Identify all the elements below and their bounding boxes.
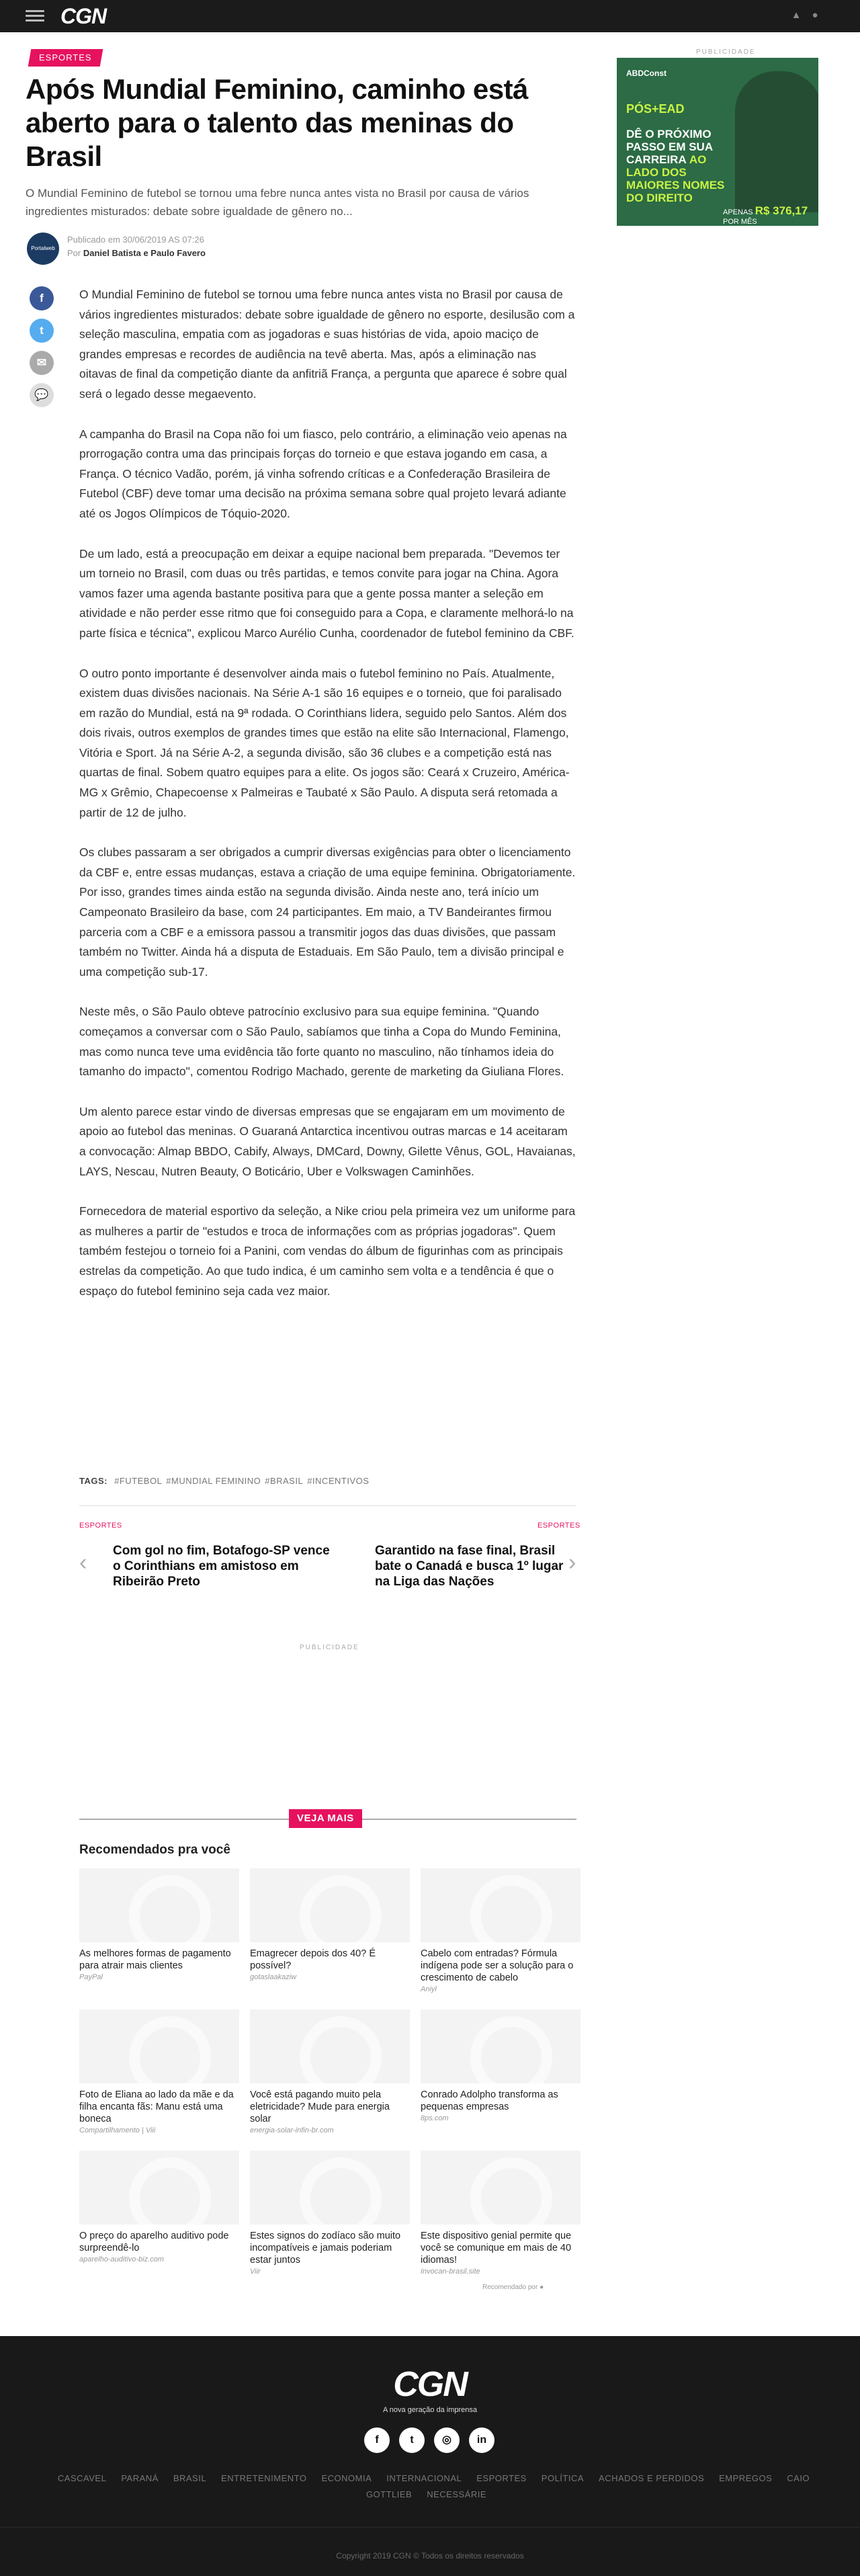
- prev-post-category[interactable]: ESPORTES: [79, 1522, 122, 1530]
- comment-share-button[interactable]: 💬: [30, 383, 54, 407]
- recommended-card[interactable]: [79, 1868, 239, 1981]
- ad-label: PUBLICIDADE: [300, 1644, 359, 1651]
- article-paragraph: O outro ponto importante é desenvolver ainda mais o futebol feminino no País. Atualmente, existem duas divisões nacionais. Na Série A-1 são 16 equipes e o torneio, que foi paralisado em razão do Mundial, está na 9ª rodada. O Corinthians lidera, seguido pelo Santos. Além dos dois rivais, outros exemplos de grandes times que estão na elite são Internacional, Flamengo, Vitória e Sport. Já na Série A-2, a segunda divisão, são 36 clubes e a competição está nas quartas de final. Sobem quatro equipes para a elite. Os jogos são: Ceará x Cruzeiro, América-MG x Grêmio, Chapecoense x Palmeiras e Taubaté x São Paulo. A disputa será retomada a partir de 12 de julho.: [79, 666, 570, 819]
- byline-prefix: Por: [67, 248, 81, 258]
- recommender-logo-icon: ●: [540, 2284, 544, 2291]
- footer-nav-link[interactable]: CASCAVEL: [57, 2473, 107, 2483]
- email-share-button[interactable]: ✉: [30, 351, 54, 375]
- recommended-source: Invocan-brasil.site: [421, 2268, 480, 2276]
- ad-person-image: [735, 71, 818, 212]
- recommended-source: PayPal: [79, 1973, 103, 1981]
- recommended-card[interactable]: [250, 2009, 410, 2134]
- byline: [67, 248, 206, 258]
- recommended-thumbnail[interactable]: [421, 2151, 580, 2225]
- recommended-thumbnail[interactable]: [79, 2009, 239, 2083]
- footer-nav-link[interactable]: EMPREGOS: [719, 2473, 773, 2483]
- author-avatar: Portalweb: [27, 233, 59, 265]
- recommended-headline[interactable]: As melhores formas de pagamento para atrair mais clientes: [79, 1948, 231, 1971]
- ad-text: [626, 128, 740, 204]
- article-lead: O Mundial Feminino de futebol se tornou uma febre nunca antes vista no Brasil por causa de vários ingredientes misturados: debate sobre igualdade de gênero no...: [26, 187, 529, 218]
- ad-price-prefix: APENAS: [723, 208, 753, 216]
- article-paragraph: Fornecedora de material esportivo da seleção, a Nike criou pela primeira vez um uniforme para as mulheres a partir de "estudos e troca de informações com as próprias jogadoras". Quem também festejou o torneio foi a Panini, com vendas do álbum de figurinhas com as principais estrelas da competição. Ao que tudo indica, é um caminho sem volta e a tendência é que o espaço do futebol feminino seja cada vez maior.: [79, 1204, 576, 1298]
- footer-nav-link[interactable]: ECONOMIA: [321, 2473, 372, 2483]
- recommended-source: Compartilhamento | Viii: [79, 2126, 156, 2134]
- recommended-card[interactable]: [421, 2009, 580, 2122]
- article-paragraph: De um lado, está a preocupação em deixar a equipe nacional bem preparada. "Devemos ter um torneio no Brasil, com duas ou três partidas, e temos convite para jogar na China. Agora vamos fazer uma agenda bastante positiva para que a gente possa manter a seleção em atividade e não perder esse ritmo que foi conseguido para a Copa, e claramente melhorá-lo na parte física e técnica", explicou Marco Aurélio Cunha, coordenador de futebol feminino da CBF.: [79, 546, 574, 640]
- article-paragraph: Neste mês, o São Paulo obteve patrocínio exclusivo para sua equipe feminina. "Quando começamos a conversar com o São Paulo, sabíamos que tinha a Copa do Mundo Feminina, mas como nunca teve uma evidência tão forte quanto no masculino, não tínhamos ideia do tamanho do impacto", comentou Rodrigo Machado, gerente de marketing da Giuliana Flores.: [79, 1005, 564, 1079]
- recommended-source: Aniyl: [421, 1985, 437, 1993]
- recommended-source: gotaslaakaziw: [250, 1973, 297, 1981]
- recommended-card[interactable]: [421, 2151, 580, 2276]
- tag-link[interactable]: #MUNDIAL FEMININO: [166, 1476, 261, 1486]
- site-logo[interactable]: CGN: [60, 4, 107, 28]
- article-tags: [79, 1476, 369, 1486]
- footer-nav-link[interactable]: POLÍTICA: [541, 2473, 585, 2483]
- ad-brand: ABDConst: [626, 69, 666, 78]
- recommended-headline[interactable]: Emagrecer depois dos 40? É possível?: [250, 1948, 376, 1971]
- divider: [79, 1505, 576, 1506]
- recommended-card[interactable]: [250, 2151, 410, 2276]
- recommended-source: Viir: [250, 2268, 261, 2276]
- article-paragraph: O Mundial Feminino de futebol se tornou uma febre nunca antes vista no Brasil por causa de vários ingredientes misturados: debate sobre igualdade de gênero no esporte, desilusão com a seleção masculina, empatia com as jogadoras e suas histórias de vida, apoio maciço de grandes empresas e recordes de audiência na tevê aberta. Mas, após a eliminação nas oitavas de final da competição diante da anfitriã França, a pergunta que aparece é sobre qual será o legado desse megaevento.: [79, 288, 575, 401]
- tag-link[interactable]: #FUTEBOL: [114, 1476, 163, 1486]
- recommended-by-label: Recomendado por: [482, 2284, 538, 2291]
- footer-nav-link[interactable]: ESPORTES: [476, 2473, 527, 2483]
- recommended-thumbnail[interactable]: [79, 2151, 239, 2225]
- recommended-source: energia-solar-infin-br.com: [250, 2126, 334, 2134]
- next-post-link[interactable]: Garantido na fase final, Brasil bate o Canadá e busca 1º lugar na Liga das Nações: [375, 1544, 564, 1589]
- chevron-left-icon[interactable]: ‹: [79, 1550, 87, 1575]
- recommended-thumbnail[interactable]: [421, 1868, 580, 1942]
- recommended-thumbnail[interactable]: [421, 2009, 580, 2083]
- top-navigation-bar: [0, 0, 860, 32]
- footer-logo[interactable]: CGN: [393, 2365, 467, 2404]
- recommended-card[interactable]: [79, 2009, 239, 2134]
- facebook-icon[interactable]: f: [364, 2427, 390, 2453]
- veja-mais-button[interactable]: VEJA MAIS: [289, 1809, 362, 1828]
- footer-nav-link[interactable]: CAIO GOTTLIEB: [366, 2473, 810, 2499]
- recommended-source: 8ps.com: [421, 2114, 449, 2122]
- footer: [0, 2336, 860, 2576]
- recommended-by: [482, 2284, 544, 2291]
- recommended-thumbnail[interactable]: [250, 1868, 410, 1942]
- footer-nav-link[interactable]: BRASIL: [173, 2473, 207, 2483]
- tags-label: TAGS:: [79, 1476, 108, 1486]
- article-body: [79, 285, 576, 1321]
- recommended-card[interactable]: [79, 2151, 239, 2263]
- tag-link[interactable]: #BRASIL: [265, 1476, 304, 1486]
- recommended-headline[interactable]: Estes signos do zodíaco são muito incompatíveis e jamais poderiam estar juntos: [250, 2231, 401, 2266]
- linkedin-icon[interactable]: in: [469, 2427, 494, 2453]
- article-title: Após Mundial Feminino, caminho está aberto para o talento das meninas do Brasil: [26, 73, 528, 172]
- recommended-headline[interactable]: Este dispositivo genial permite que você se comunique em mais de 40 idiomas!: [421, 2231, 572, 2266]
- article-paragraph: A campanha do Brasil na Copa não foi um fiasco, pelo contrário, a eliminação veio apenas na prorrogação contra uma das principais forças do torneio e que estava jogando em casa, a França. O técnico Vadão, porém, já vinha sofrendo críticas e a Confederação Brasileira de Futebol (CBF) deve tomar uma decisão na próxima semana sobre qual projeto levará adiante até os Jogos Olímpicos de Tóquio-2020.: [79, 427, 567, 520]
- recommended-card[interactable]: [250, 1868, 410, 1981]
- article-paragraph: Um alento parece estar vindo de diversas empresas que se engajaram em um movimento de apoio ao futebol das meninas. O Guaraná Antarctica incentivou outras marcas e 14 aceitaram a convocação: Almap BBDO, Cabify, Always, DMCard, Downy, Gilette Vênus, GOL, Havaianas, LAYS, Nescau, Nutren Beauty, O Boticário, Uber e Volkswagen Caminhões.: [79, 1104, 576, 1178]
- facebook-share-button[interactable]: f: [30, 286, 54, 310]
- chevron-right-icon[interactable]: ›: [568, 1550, 576, 1575]
- footer-nav-link[interactable]: ENTRETENIMENTO: [221, 2473, 307, 2483]
- prev-post-link[interactable]: Com gol no fim, Botafogo-SP vence o Corinthians em amistoso em Ribeirão Preto: [113, 1544, 330, 1589]
- twitter-share-button[interactable]: t: [30, 319, 54, 343]
- footer-nav-link[interactable]: INTERNACIONAL: [386, 2473, 462, 2483]
- recommended-title: Recomendados pra você: [79, 1843, 230, 1857]
- recommended-source: aparelho-auditivo-biz.com: [79, 2255, 164, 2263]
- menu-icon[interactable]: [26, 10, 44, 22]
- recommended-headline[interactable]: Cabelo com entradas? Fórmula indígena pode ser a solução para o crescimento de cabelo: [421, 1948, 574, 1983]
- footer-navigation: [0, 2470, 860, 2503]
- category-tag[interactable]: ESPORTES: [28, 49, 103, 67]
- ad-price: [723, 204, 818, 226]
- next-post-category[interactable]: ESPORTES: [538, 1522, 580, 1530]
- recommended-thumbnail[interactable]: [79, 1868, 239, 1942]
- footer-nav-link[interactable]: ACHADOS E PERDIDOS: [599, 2473, 705, 2483]
- ad-text-b: AO LADO DOS MAIORES NOMES DO DIREITO: [626, 153, 725, 204]
- recommended-headline[interactable]: O preço do aparelho auditivo pode surpreendê-lo: [79, 2231, 229, 2253]
- user-icon[interactable]: ●: [812, 9, 818, 21]
- bell-icon[interactable]: ▲: [791, 9, 802, 21]
- author-names[interactable]: Daniel Batista e Paulo Favero: [83, 248, 206, 258]
- ad-price-suffix: POR MÊS: [723, 218, 757, 226]
- sidebar-ad-label: PUBLICIDADE: [696, 48, 756, 56]
- instagram-icon[interactable]: ◎: [434, 2427, 460, 2453]
- recommended-headline[interactable]: Você está pagando muito pela eletricidade? Mude para energia solar: [250, 2089, 390, 2124]
- sidebar-ad-banner[interactable]: [617, 58, 818, 226]
- published-date: Publicado em 30/06/2019 AS 07:26: [67, 235, 204, 245]
- ad-text-a: DÊ O PRÓXIMO PASSO EM SUA CARREIRA: [626, 128, 713, 166]
- footer-nav-link[interactable]: PARANÁ: [121, 2473, 159, 2483]
- recommended-headline[interactable]: Foto de Eliana ao lado da mãe e da filha encanta fãs: Manu está uma boneca: [79, 2089, 234, 2124]
- ad-price-value: R$ 376,17: [755, 204, 808, 217]
- footer-nav-link[interactable]: NECESSÁRIE: [427, 2489, 487, 2499]
- article-paragraph: Os clubes passaram a ser obrigados a cumprir diversas exigências para obter o licenciamento da CBF e, entre essas mudanças, estava a criação de uma equipe feminina. Obrigatoriamente. Por isso, grandes times ainda estão na segunda divisão. Ainda neste ano, terá início um Campeonato Brasileiro da base, com 24 participantes. Em maio, a TV Bandeirantes firmou parceria com a CBF e a emissora passou a transmitir jogos das duas divisões, que passam também no Twitter. Ainda há a disputa de Estaduais. Em São Paulo, tem a divisão principal e uma competição sub-17.: [79, 845, 576, 979]
- recommended-headline[interactable]: Conrado Adolpho transforma as pequenas empresas: [421, 2089, 558, 2112]
- recommended-thumbnail[interactable]: [250, 2009, 410, 2083]
- recommended-card[interactable]: [421, 1868, 580, 1993]
- copyright: Copyright 2019 CGN © Todos os direitos reservados: [336, 2551, 524, 2561]
- divider: [0, 2527, 860, 2528]
- ad-course: PÓS+EAD: [626, 102, 685, 116]
- tag-link[interactable]: #INCENTIVOS: [307, 1476, 370, 1486]
- footer-tagline: A nova geração da imprensa: [382, 2406, 478, 2414]
- twitter-icon[interactable]: t: [399, 2427, 425, 2453]
- recommended-thumbnail[interactable]: [250, 2151, 410, 2225]
